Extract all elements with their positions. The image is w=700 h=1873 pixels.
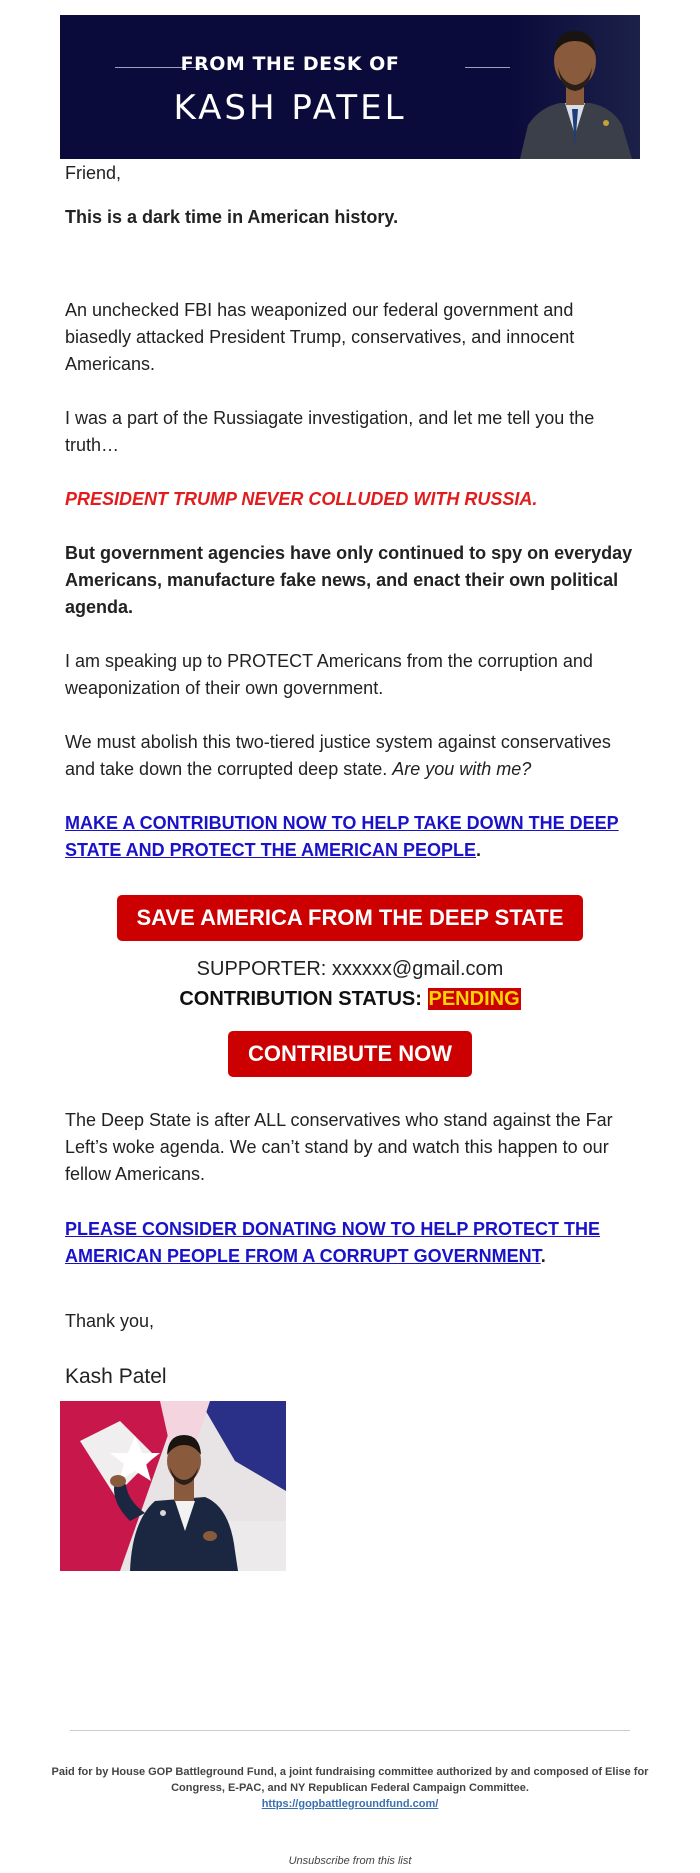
footer-divider bbox=[70, 1730, 630, 1731]
paragraph-5-question: Are you with me? bbox=[392, 759, 532, 779]
paragraph-3: But government agencies have only continued to spy on everyday Americans, manufacture fake news, and enact their own political agenda. bbox=[65, 543, 633, 617]
supporter-line bbox=[60, 958, 640, 981]
paid-for-text: Paid for by House GOP Battleground Fund, a joint fundraising committee authorized by and composed of Elise for Congress, E-PAC, and NY Republican Federal Campaign Committee. bbox=[51, 1766, 649, 1794]
unsubscribe-link[interactable]: Unsubscribe from this list bbox=[288, 1855, 412, 1867]
header-banner bbox=[60, 15, 640, 159]
paragraph-6: The Deep State is after ALL conservatives who stand against the Far Left’s woke agenda. We can’t stand by and watch this happen to our fellow Americans. bbox=[65, 1110, 613, 1184]
contribution-link-1[interactable]: MAKE A CONTRIBUTION NOW TO HELP TAKE DOWN THE DEEP STATE AND PROTECT THE AMERICAN PEOPLE bbox=[65, 813, 619, 860]
red-statement: PRESIDENT TRUMP NEVER COLLUDED WITH RUSSIA. bbox=[65, 489, 538, 509]
paragraph-1: An unchecked FBI has weaponized our federal government and biasedly attacked President Trump, conservatives, and innocent Americans. bbox=[65, 300, 575, 374]
paragraph-4: I am speaking up to PROTECT Americans from the corruption and weaponization of their own government. bbox=[65, 651, 593, 698]
supporter-email: xxxxxx@gmail.com bbox=[331, 958, 504, 980]
greeting: Friend, bbox=[65, 163, 122, 183]
kash-patel-photo bbox=[60, 1401, 286, 1571]
donation-link-2[interactable]: PLEASE CONSIDER DONATING NOW TO HELP PROTECT THE AMERICAN PEOPLE FROM A CORRUPT GOVERNMENT bbox=[65, 1219, 601, 1266]
contribute-now-button[interactable]: CONTRIBUTE NOW bbox=[228, 1031, 472, 1077]
footer-disclaimer bbox=[40, 1764, 660, 1812]
banner-subtitle: FROM THE DESK OF bbox=[180, 53, 400, 75]
status-badge: PENDING bbox=[428, 988, 520, 1010]
contribution-status-label: CONTRIBUTION STATUS: bbox=[179, 988, 422, 1010]
contribution-status-line bbox=[60, 988, 640, 1011]
headline: This is a dark time in American history. bbox=[65, 207, 399, 227]
contribution-link-block-1 bbox=[65, 810, 640, 864]
contribution-link-block-2 bbox=[65, 1216, 640, 1270]
paragraph-5 bbox=[65, 729, 640, 783]
link-2-period: . bbox=[540, 1246, 546, 1266]
link-1-period: . bbox=[476, 840, 482, 860]
banner-name: KASH PATEL bbox=[173, 88, 407, 128]
email-content bbox=[60, 15, 640, 159]
banner-portrait-image bbox=[510, 15, 640, 159]
paragraph-5-main: We must abolish this two-tiered justice system against conservatives and take down the corrupted deep state. bbox=[65, 732, 611, 779]
footer-url-link[interactable]: https://gopbattlegroundfund.com/ bbox=[261, 1798, 439, 1810]
thank-you: Thank you, bbox=[65, 1311, 155, 1331]
supporter-label: SUPPORTER: bbox=[196, 958, 327, 980]
paragraph-2: I was a part of the Russiagate investigation, and let me tell you the truth… bbox=[65, 408, 595, 455]
save-america-button[interactable]: SAVE AMERICA FROM THE DEEP STATE bbox=[117, 895, 583, 941]
signature-name: Kash Patel bbox=[65, 1365, 167, 1388]
